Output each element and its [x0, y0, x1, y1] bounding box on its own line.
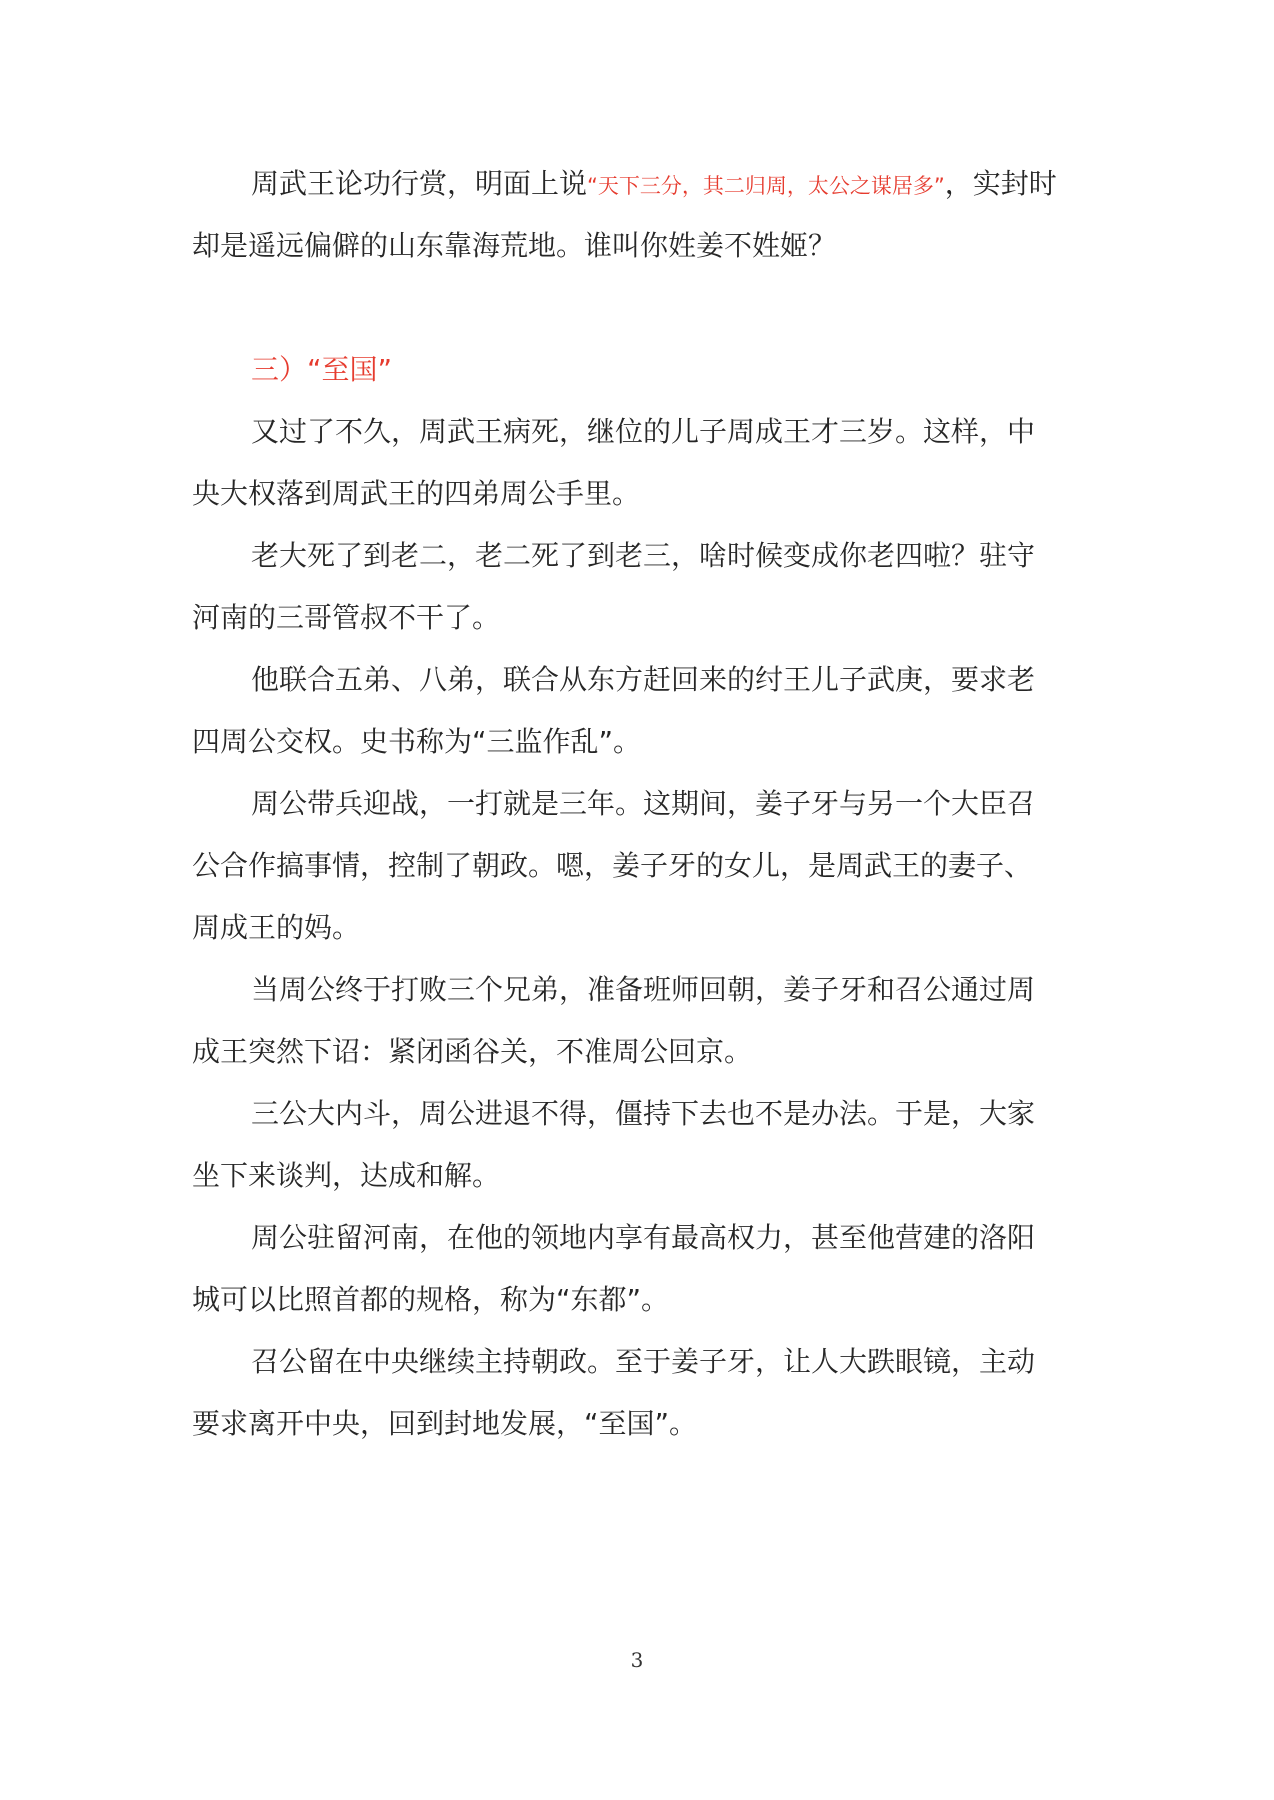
paragraph-line: 召公留在中央继续主持朝政。至于姜子牙，让人大跌眼镜，主动 — [251, 1345, 1036, 1378]
paragraph-line: 央大权落到周武王的四弟周公手里。 — [192, 477, 641, 510]
paragraph-line: 又过了不久，周武王病死，继位的儿子周成王才三岁。这样，中 — [251, 415, 1036, 448]
paragraph-line: 城可以比照首都的规格，称为“东都”。 — [192, 1283, 670, 1316]
text-run: ，实封时 — [944, 167, 1057, 200]
paragraph-line: 周公带兵迎战，一打就是三年。这期间，姜子牙与另一个大臣召 — [251, 787, 1036, 820]
section-heading: 三）“至国” — [251, 353, 393, 386]
paragraph-line: 成王突然下诏：紧闭函谷关，不准周公回京。 — [192, 1035, 753, 1068]
paragraph-line: 四周公交权。史书称为“三监作乱”。 — [192, 725, 642, 758]
quoted-phrase: “天下三分，其二归周，太公之谋居多” — [587, 174, 945, 198]
page-number: 3 — [630, 1648, 644, 1672]
paragraph-line: 公合作搞事情，控制了朝政。嗯，姜子牙的女儿，是周武王的妻子、 — [192, 849, 1033, 882]
text-run: 周武王论功行赏，明面上说 — [251, 167, 588, 200]
paragraph-line: 要求离开中央，回到封地发展，“至国”。 — [192, 1407, 698, 1440]
paragraph-line: 周成王的妈。 — [192, 911, 361, 944]
paragraph-line: 老大死了到老二，老二死了到老三，啥时候变成你老四啦？驻守 — [251, 539, 1036, 572]
paragraph-line: 三公大内斗，周公进退不得，僵持下去也不是办法。于是，大家 — [251, 1097, 1036, 1130]
paragraph-line — [251, 164, 1057, 206]
paragraph-line: 却是遥远偏僻的山东靠海荒地。谁叫你姓姜不姓姬？ — [192, 229, 837, 262]
paragraph-line: 周公驻留河南，在他的领地内享有最高权力，甚至他营建的洛阳 — [251, 1221, 1036, 1254]
paragraph-line: 他联合五弟、八弟，联合从东方赶回来的纣王儿子武庚，要求老 — [251, 663, 1036, 696]
paragraph-line: 坐下来谈判，达成和解。 — [192, 1159, 501, 1192]
paragraph-line: 河南的三哥管叔不干了。 — [192, 601, 501, 634]
paragraph-line: 当周公终于打败三个兄弟，准备班师回朝，姜子牙和召公通过周 — [251, 973, 1036, 1006]
